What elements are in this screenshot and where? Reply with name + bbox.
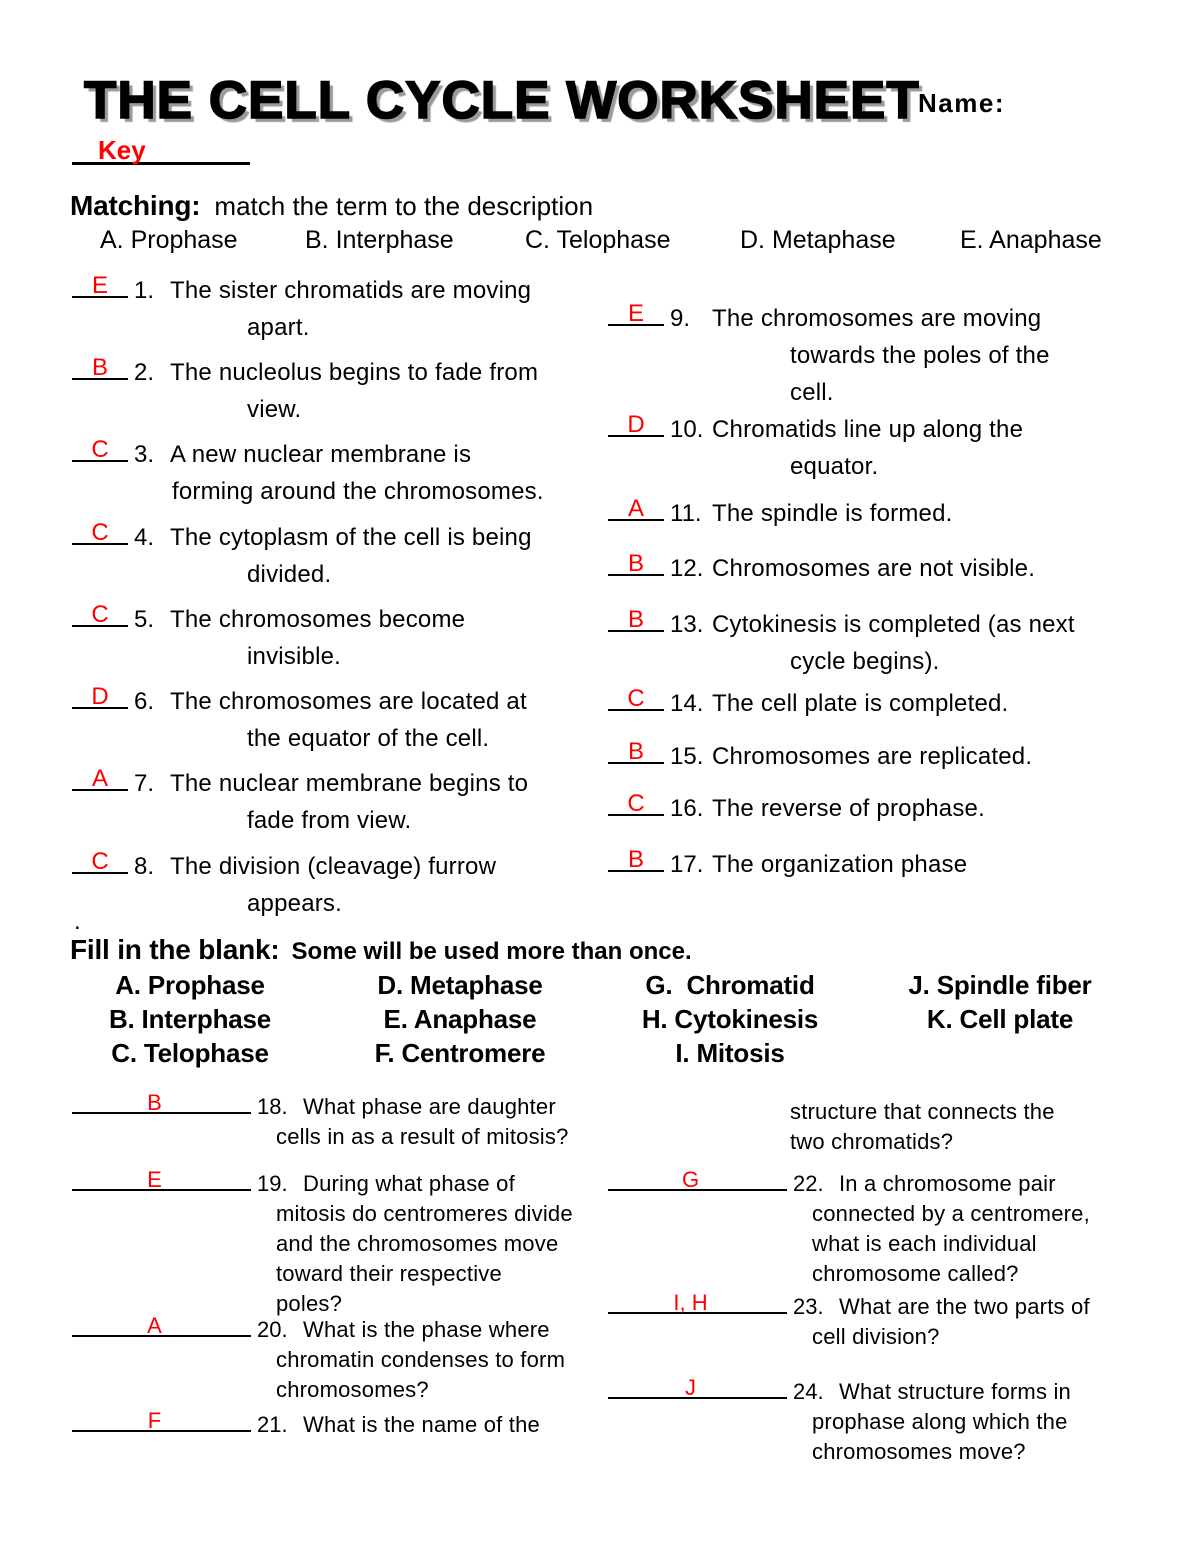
answer-blank bbox=[608, 685, 664, 711]
question-text bbox=[712, 606, 1075, 680]
word-bank-item: I. Mitosis bbox=[675, 1038, 785, 1068]
question-number: 1. bbox=[134, 277, 155, 304]
matching-term: A. Prophase bbox=[100, 226, 238, 254]
word-bank-item: H. Cytokinesis bbox=[641, 1004, 819, 1034]
question-line: and the chromosomes move bbox=[276, 1231, 559, 1256]
question-line: The cytoplasm of the cell is being bbox=[170, 524, 532, 551]
word-bank-item: K. Cell plate bbox=[926, 1004, 1074, 1034]
answer-letter: B bbox=[627, 606, 644, 633]
question-number: 17. bbox=[670, 851, 704, 878]
question-number: 11. bbox=[670, 500, 702, 527]
answer-letter: B bbox=[627, 846, 644, 873]
question-line: During what phase of bbox=[303, 1171, 515, 1196]
question-21-continuation bbox=[790, 1097, 1055, 1157]
question-line: poles? bbox=[276, 1291, 343, 1316]
question-number: 18. bbox=[257, 1094, 288, 1119]
matching-heading bbox=[70, 190, 593, 222]
answer-letter: C bbox=[91, 519, 109, 546]
question-line: equator. bbox=[790, 453, 879, 480]
question-text bbox=[712, 846, 967, 883]
question-text bbox=[170, 354, 538, 428]
answer-blank bbox=[72, 1169, 251, 1191]
question-line: The chromosomes are moving bbox=[712, 305, 1042, 332]
question-line: A new nuclear membrane is bbox=[170, 441, 472, 468]
question-item bbox=[72, 765, 528, 839]
answer-letter: B bbox=[91, 354, 108, 381]
question-number: 23. bbox=[793, 1294, 824, 1319]
question-text bbox=[170, 272, 531, 346]
fill-in-heading-label: Fill in the blank: bbox=[70, 934, 280, 965]
question-line: Chromatids line up along the bbox=[712, 416, 1024, 443]
question-line: The organization phase bbox=[712, 851, 968, 878]
question-line: mitosis do centromeres divide bbox=[276, 1201, 573, 1226]
question-item bbox=[608, 300, 1050, 411]
answer-letter: B bbox=[147, 1090, 162, 1115]
word-bank-item: C. Telophase bbox=[111, 1038, 269, 1068]
question-item bbox=[72, 601, 465, 675]
question-line: In a chromosome pair bbox=[839, 1171, 1056, 1196]
question-text bbox=[170, 436, 544, 510]
answer-letter: A bbox=[91, 765, 108, 792]
answer-letter: C bbox=[91, 848, 109, 875]
question-line: cell division? bbox=[812, 1324, 940, 1349]
question-item bbox=[608, 550, 1035, 587]
question-line: Chromosomes are not visible. bbox=[712, 555, 1036, 582]
answer-blank bbox=[608, 495, 664, 521]
question-line: divided. bbox=[247, 561, 332, 588]
question-text bbox=[303, 1410, 540, 1440]
question-text bbox=[170, 519, 532, 593]
question-item bbox=[608, 846, 967, 883]
answer-letter: D bbox=[91, 683, 109, 710]
word-bank-item bbox=[865, 1036, 1135, 1070]
answer-blank bbox=[72, 765, 128, 791]
question-line: chromosome called? bbox=[812, 1261, 1019, 1286]
question-text bbox=[712, 411, 1023, 485]
question-text bbox=[276, 1315, 566, 1405]
question-text bbox=[276, 1169, 573, 1319]
question-line: forming around the chromosomes. bbox=[172, 478, 544, 505]
question-continuation-line: two chromatids? bbox=[790, 1129, 954, 1154]
question-item bbox=[72, 683, 527, 757]
question-item bbox=[72, 1092, 569, 1152]
answer-letter: C bbox=[627, 790, 645, 817]
question-item bbox=[608, 790, 985, 827]
question-number: 21. bbox=[257, 1412, 288, 1437]
question-item bbox=[72, 272, 531, 346]
question-item bbox=[72, 519, 532, 593]
question-line: chromosomes? bbox=[276, 1377, 429, 1402]
question-number: 14. bbox=[670, 690, 704, 717]
word-bank-item: A. Prophase bbox=[115, 970, 265, 1000]
question-line: The division (cleavage) furrow bbox=[170, 853, 497, 880]
answer-blank bbox=[608, 300, 664, 326]
question-text bbox=[170, 601, 465, 675]
matching-instructions: match the term to the description bbox=[214, 191, 594, 221]
matching-term: B. Interphase bbox=[305, 226, 454, 254]
question-line: Cytokinesis is completed (as next bbox=[712, 611, 1075, 638]
question-line: cell. bbox=[790, 379, 834, 406]
question-text bbox=[712, 495, 953, 532]
question-text bbox=[812, 1169, 1090, 1289]
answer-blank bbox=[72, 1092, 251, 1114]
question-line: appears. bbox=[247, 890, 342, 917]
answer-blank bbox=[72, 683, 128, 709]
question-line: apart. bbox=[247, 314, 310, 341]
question-line: The spindle is formed. bbox=[712, 500, 953, 527]
answer-letter: A bbox=[627, 495, 644, 522]
question-line: The chromosomes are located at bbox=[170, 688, 527, 715]
question-item bbox=[608, 1169, 1090, 1289]
answer-blank bbox=[608, 606, 664, 632]
answer-blank bbox=[72, 848, 128, 874]
word-bank-item: E. Anaphase bbox=[383, 1004, 537, 1034]
question-number: 10. bbox=[670, 416, 704, 443]
question-line: What are the two parts of bbox=[839, 1294, 1090, 1319]
fill-in-instructions: Some will be used more than once. bbox=[291, 938, 692, 965]
fill-in-heading bbox=[70, 934, 692, 966]
question-number: 15. bbox=[670, 743, 704, 770]
answer-blank bbox=[608, 1169, 787, 1191]
answer-letter: A bbox=[147, 1313, 162, 1338]
answer-blank bbox=[72, 354, 128, 380]
answer-letter: E bbox=[147, 1167, 162, 1192]
question-item bbox=[72, 1410, 540, 1440]
word-bank-row bbox=[55, 1002, 1135, 1036]
word-bank-row bbox=[55, 968, 1135, 1002]
question-item bbox=[608, 738, 1032, 775]
name-label: Name: bbox=[918, 88, 1005, 118]
question-item bbox=[72, 1169, 573, 1319]
question-text bbox=[170, 765, 528, 839]
answer-blank bbox=[608, 411, 664, 437]
question-item bbox=[608, 685, 1008, 722]
question-item bbox=[608, 1292, 1090, 1352]
question-line: chromatin condenses to form bbox=[276, 1347, 566, 1372]
question-number: 13. bbox=[670, 611, 704, 638]
answer-letter: I, H bbox=[673, 1290, 708, 1315]
word-bank bbox=[55, 968, 1135, 1070]
answer-blank bbox=[72, 1410, 251, 1432]
question-number: 20. bbox=[257, 1317, 288, 1342]
word-bank-item: G. Chromatid bbox=[645, 970, 815, 1000]
question-number: 5. bbox=[134, 606, 155, 633]
answer-blank bbox=[72, 1315, 251, 1337]
answer-blank bbox=[72, 601, 128, 627]
question-line: The nuclear membrane begins to bbox=[170, 770, 529, 797]
question-line: The sister chromatids are moving bbox=[170, 277, 532, 304]
question-number: 24. bbox=[793, 1379, 824, 1404]
answer-letter: E bbox=[627, 300, 644, 327]
question-number: 7. bbox=[134, 770, 155, 797]
question-line: fade from view. bbox=[247, 807, 412, 834]
question-line: What phase are daughter bbox=[303, 1094, 556, 1119]
question-text bbox=[170, 848, 496, 922]
question-text bbox=[170, 683, 527, 757]
answer-letter: E bbox=[91, 272, 108, 299]
word-bank-item: J. Spindle fiber bbox=[908, 970, 1092, 1000]
key-answer-blank bbox=[72, 128, 250, 165]
question-number: 12. bbox=[670, 555, 704, 582]
matching-term: D. Metaphase bbox=[740, 226, 896, 254]
question-item bbox=[72, 1315, 565, 1405]
question-text bbox=[812, 1377, 1071, 1467]
question-text bbox=[712, 790, 985, 827]
question-line: The nucleolus begins to fade from bbox=[170, 359, 539, 386]
question-number: 8. bbox=[134, 853, 155, 880]
question-line: The reverse of prophase. bbox=[712, 795, 985, 822]
matching-heading-label: Matching: bbox=[70, 190, 201, 221]
question-number: 22. bbox=[793, 1171, 824, 1196]
answer-blank bbox=[72, 436, 128, 462]
question-number: 2. bbox=[134, 359, 155, 386]
answer-blank bbox=[608, 738, 664, 764]
answer-blank bbox=[72, 519, 128, 545]
question-text bbox=[712, 550, 1035, 587]
page-title: THE CELL CYCLE WORKSHEET bbox=[84, 71, 920, 130]
question-line: view. bbox=[247, 396, 302, 423]
word-bank-item: B. Interphase bbox=[108, 1004, 272, 1034]
question-line: cells in as a result of mitosis? bbox=[276, 1124, 569, 1149]
question-item bbox=[72, 848, 496, 922]
question-item bbox=[608, 411, 1023, 485]
answer-blank bbox=[608, 550, 664, 576]
matching-term: C. Telophase bbox=[525, 226, 671, 254]
question-number: 4. bbox=[134, 524, 155, 551]
word-bank-item: F. Centromere bbox=[374, 1038, 546, 1068]
question-text bbox=[276, 1092, 569, 1152]
question-line: prophase along which the bbox=[812, 1409, 1068, 1434]
question-line: What structure forms in bbox=[839, 1379, 1071, 1404]
question-line: What is the name of the bbox=[303, 1412, 540, 1437]
question-text bbox=[712, 738, 1032, 775]
question-line: towards the poles of the bbox=[790, 342, 1050, 369]
question-line: The cell plate is completed. bbox=[712, 690, 1009, 717]
question-line: cycle begins). bbox=[790, 648, 940, 675]
question-number: 19. bbox=[257, 1171, 288, 1196]
question-line: The chromosomes become bbox=[170, 606, 466, 633]
answer-letter: B bbox=[627, 550, 644, 577]
question-item bbox=[608, 606, 1075, 680]
question-line: the equator of the cell. bbox=[247, 725, 490, 752]
answer-letter: C bbox=[91, 436, 109, 463]
answer-letter: D bbox=[627, 411, 645, 438]
section-trailing-period: . bbox=[74, 908, 81, 935]
question-text bbox=[812, 1292, 1090, 1352]
matching-term: E. Anaphase bbox=[960, 226, 1102, 254]
answer-blank bbox=[72, 272, 128, 298]
answer-letter: C bbox=[627, 685, 645, 712]
word-bank-item: D. Metaphase bbox=[377, 970, 543, 1000]
word-bank-row bbox=[55, 1036, 1135, 1070]
question-item bbox=[72, 354, 538, 428]
question-line: toward their respective bbox=[276, 1261, 502, 1286]
question-number: 6. bbox=[134, 688, 155, 715]
answer-letter: B bbox=[627, 738, 644, 765]
question-text bbox=[712, 300, 1050, 411]
answer-blank bbox=[608, 1377, 787, 1399]
key-answer: Key bbox=[98, 135, 146, 165]
question-item bbox=[608, 1377, 1071, 1467]
answer-blank bbox=[608, 846, 664, 872]
answer-letter: F bbox=[147, 1408, 162, 1433]
question-number: 3. bbox=[134, 441, 155, 468]
question-item bbox=[72, 436, 544, 510]
question-number: 9. bbox=[670, 305, 691, 332]
question-line: connected by a centromere, bbox=[812, 1201, 1090, 1226]
answer-blank bbox=[608, 790, 664, 816]
question-line: Chromosomes are replicated. bbox=[712, 743, 1033, 770]
question-continuation-line: structure that connects the bbox=[790, 1099, 1055, 1124]
question-line: chromosomes move? bbox=[812, 1439, 1026, 1464]
question-line: What is the phase where bbox=[303, 1317, 550, 1342]
question-line: invisible. bbox=[247, 643, 342, 670]
question-item bbox=[608, 495, 953, 532]
answer-letter: G bbox=[681, 1167, 700, 1192]
answer-letter: J bbox=[685, 1375, 696, 1400]
question-number: 16. bbox=[670, 795, 704, 822]
question-text bbox=[712, 685, 1008, 722]
question-line: what is each individual bbox=[812, 1231, 1037, 1256]
answer-blank bbox=[608, 1292, 787, 1314]
answer-letter: C bbox=[91, 601, 109, 628]
